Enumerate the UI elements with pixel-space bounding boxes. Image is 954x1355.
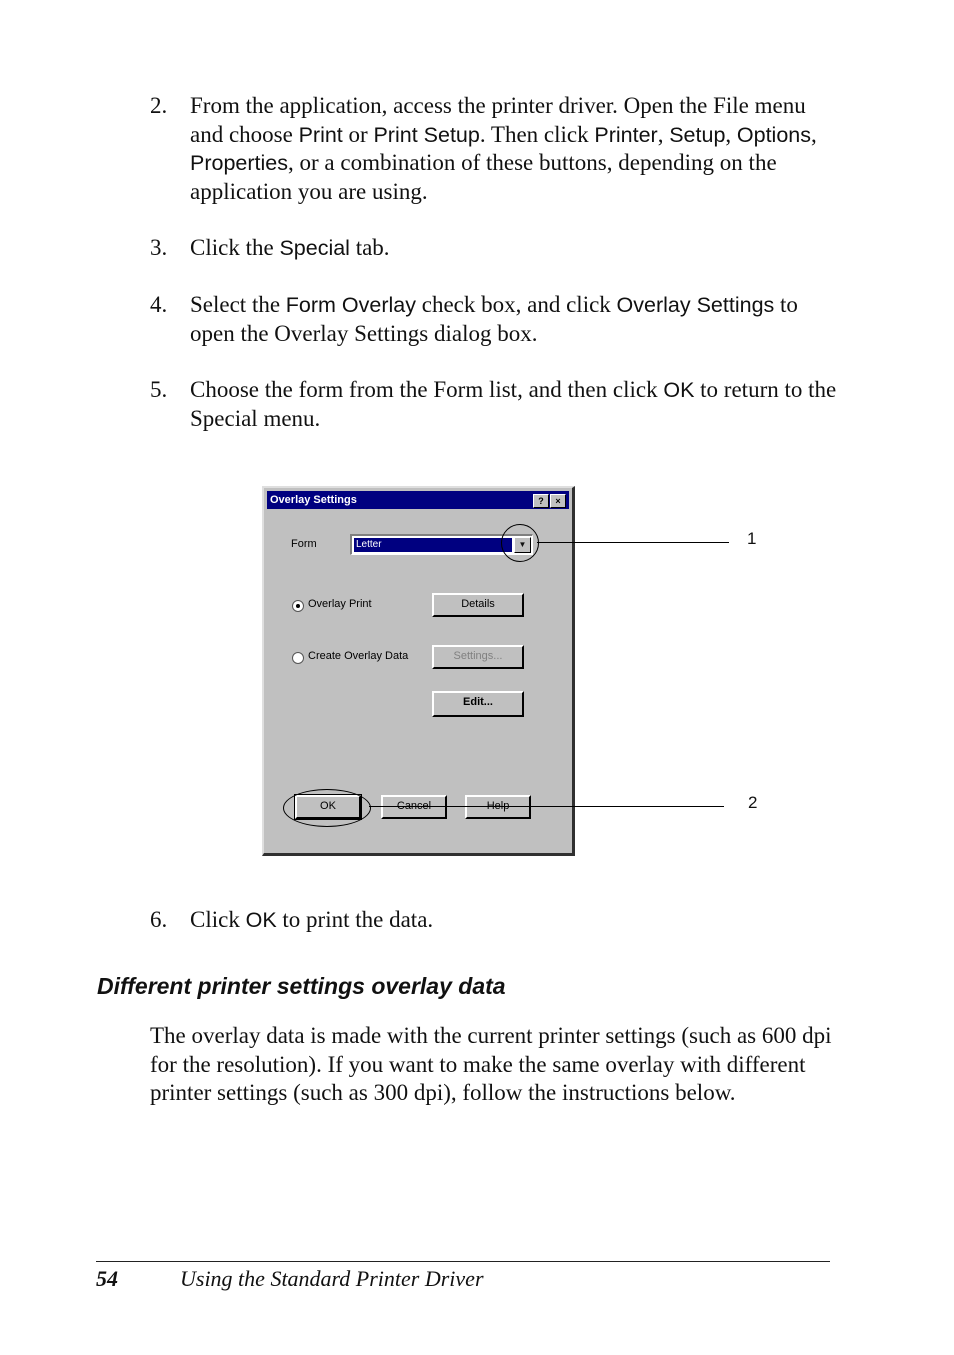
text-run: to open the Overlay Settings dialog box. bbox=[190, 292, 798, 346]
overlay-print-label: Overlay Print bbox=[308, 598, 372, 610]
create-overlay-radio[interactable] bbox=[292, 652, 304, 664]
ui-term: OK bbox=[245, 908, 277, 932]
ui-term: Properties bbox=[190, 151, 288, 175]
running-footer-title: Using the Standard Printer Driver bbox=[180, 1266, 484, 1291]
step-number: 2. bbox=[150, 93, 168, 118]
text-run: Click the bbox=[190, 235, 280, 260]
cancel-button[interactable]: Cancel bbox=[381, 795, 447, 819]
callout-number-1: 1 bbox=[747, 529, 757, 548]
ok-button[interactable]: OK bbox=[295, 795, 361, 819]
chevron-down-icon[interactable]: ▼ bbox=[514, 537, 531, 553]
step-text bbox=[190, 291, 840, 348]
close-icon[interactable]: × bbox=[550, 494, 566, 508]
radio-selected-dot bbox=[296, 604, 300, 608]
footer-divider bbox=[96, 1261, 830, 1262]
form-selected-value: Letter bbox=[354, 538, 512, 552]
ui-term: Form Overlay bbox=[285, 293, 417, 317]
ui-term: Print Setup bbox=[373, 122, 480, 147]
overlay-print-radio[interactable] bbox=[292, 600, 304, 612]
edit-button[interactable]: Edit... bbox=[432, 691, 524, 717]
text-run: or bbox=[342, 121, 374, 147]
step-number: 3. bbox=[150, 235, 168, 260]
ui-term: Overlay Settings bbox=[616, 293, 775, 317]
callout-circle-1 bbox=[501, 524, 539, 562]
step-text bbox=[190, 376, 840, 433]
ui-term: Options bbox=[736, 122, 812, 147]
settings-button[interactable]: Settings... bbox=[432, 645, 524, 669]
text-run: to return to the Special menu. bbox=[190, 377, 837, 431]
create-overlay-label: Create Overlay Data bbox=[308, 650, 409, 662]
step-number: 6. bbox=[150, 907, 168, 932]
text-run: check box, and click bbox=[416, 292, 617, 317]
callout-line-1 bbox=[537, 542, 729, 543]
text-run: , or a combination of these buttons, depending on the application you are using. bbox=[190, 150, 777, 204]
ui-term: Printer bbox=[594, 122, 658, 147]
text-run: . Then click bbox=[479, 121, 595, 147]
form-label: Form bbox=[291, 538, 317, 550]
text-run: Choose the form from the Form list, and then click bbox=[190, 377, 664, 402]
step-text bbox=[190, 234, 840, 263]
step-number: 5. bbox=[150, 377, 168, 402]
text-run: tab. bbox=[349, 235, 390, 260]
ui-term: Setup bbox=[669, 122, 726, 147]
callout-line-2 bbox=[369, 806, 724, 807]
callout-circle-2 bbox=[283, 789, 371, 827]
step-text bbox=[190, 906, 840, 935]
text-run: Click bbox=[190, 907, 246, 932]
text-run: , bbox=[725, 121, 737, 147]
help-button[interactable]: Help bbox=[465, 795, 531, 819]
text-run: to print the data. bbox=[276, 907, 434, 932]
ui-term: Special bbox=[279, 236, 350, 260]
ui-term: OK bbox=[663, 378, 695, 402]
text-run: , bbox=[811, 121, 817, 147]
body-paragraph: The overlay data is made with the current printer settings (such as 600 dpi for the resolution). If you want to make the same overlay with different printer settings (such as 300 dpi), follow the instructions below. bbox=[150, 1023, 832, 1105]
text-run: Select the bbox=[190, 292, 286, 317]
ui-term: Print bbox=[298, 122, 343, 147]
details-button[interactable]: Details bbox=[432, 593, 524, 617]
callout-number-2: 2 bbox=[748, 793, 758, 812]
dialog-title: Overlay Settings bbox=[270, 494, 357, 506]
page-number: 54 bbox=[96, 1266, 118, 1291]
text-run: , bbox=[657, 121, 670, 147]
step-number: 4. bbox=[150, 292, 168, 317]
section-heading: Different printer settings overlay data bbox=[97, 973, 506, 999]
dialog-titlebar bbox=[267, 491, 569, 509]
step-text bbox=[190, 92, 840, 206]
text-run: From the application, access the printer driver. Open the File menu and choose bbox=[190, 93, 806, 147]
help-icon[interactable]: ? bbox=[533, 494, 549, 508]
